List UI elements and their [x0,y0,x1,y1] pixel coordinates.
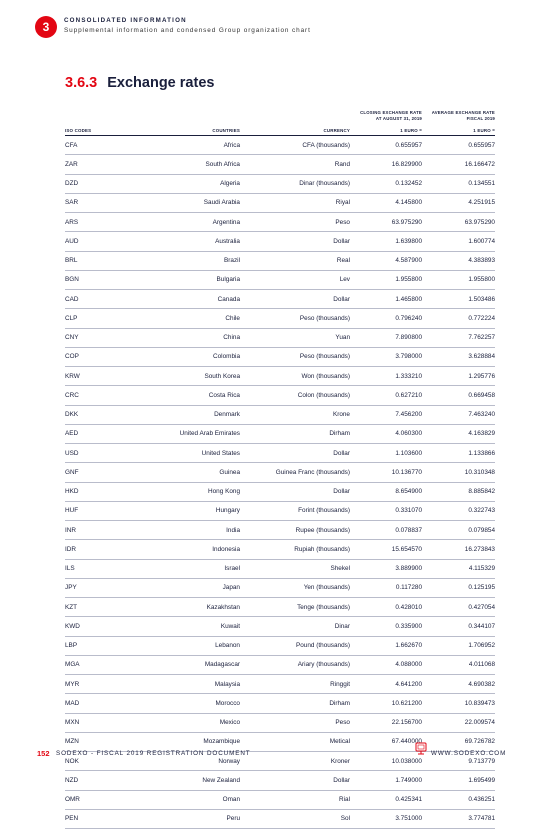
average-rate-cell: 7.762257 [468,334,495,342]
average-rate-cell: 4.251915 [468,199,495,207]
average-rate-cell: 69.726782 [464,738,495,746]
average-rate-line-2: FISCAL 2019 [466,116,495,122]
closing-rate-cell: 16.829900 [391,160,422,168]
closing-rate-cell: 67.440000 [391,738,422,746]
table-row [65,771,495,790]
currency-cell: Rand [334,160,350,168]
table-row [65,791,495,810]
country-cell: Japan [222,584,240,592]
average-rate-cell: 4.383893 [468,257,495,265]
closing-rate-cell: 4.641200 [395,680,422,688]
currency-cell: Dinar (thousands) [299,180,350,188]
iso-code-cell: IDR [65,545,77,553]
section-number: 3.6.3 [65,75,98,91]
header-countries: COUNTRIES [212,127,240,133]
country-cell: Kuwait [220,622,240,630]
currency-cell: Won (thousands) [301,372,350,380]
country-cell: Hungary [215,507,240,515]
closing-rate-line-1: CLOSING EXCHANGE RATE [360,110,422,115]
currency-cell: Tenge (thousands) [297,603,350,611]
iso-code-cell: CAD [65,295,79,303]
average-rate-cell: 8.885842 [468,488,495,496]
table-row [65,810,495,829]
table-row [65,232,495,251]
closing-rate-cell: 3.751000 [395,815,422,823]
closing-rate-cell: 1.465800 [395,295,422,303]
average-rate-cell: 4.011068 [468,661,495,669]
iso-code-cell: AED [65,430,79,438]
closing-rate-cell: 1.639800 [395,237,422,245]
currency-cell: Dirham [329,699,350,707]
country-cell: United States [201,449,240,457]
currency-cell: Rupee (thousands) [295,526,350,534]
table-row [65,329,495,348]
iso-code-cell: NZD [65,776,79,784]
country-cell: South Africa [205,160,240,168]
table-row [65,367,495,386]
country-cell: Canada [217,295,240,303]
country-cell: Norway [218,757,240,765]
currency-cell: Dollar [333,295,350,303]
table-row [65,483,495,502]
country-cell: Israel [224,565,240,573]
iso-code-cell: AUD [65,237,79,245]
table-row [65,290,495,309]
table-row [65,155,495,174]
iso-code-cell: JPY [65,584,77,592]
table-row [65,637,495,656]
average-rate-line-1: AVERAGE EXCHANGE RATE [431,110,495,115]
table-row [65,406,495,425]
currency-cell: Ariary (thousands) [297,661,350,669]
average-rate-cell: 1.503486 [468,295,495,303]
table-header-row [65,125,495,136]
country-cell: Malaysia [214,680,240,688]
average-rate-cell: 1.695499 [468,776,495,784]
iso-code-cell: KRW [65,372,80,380]
iso-code-cell: ILS [65,565,75,573]
header-closing-rate: 1 EURO = [400,127,422,133]
country-cell: United Arab Emirates [179,430,240,438]
currency-cell: Peso (thousands) [299,353,350,361]
exchange-rates-table [65,125,495,829]
closing-rate-cell: 8.654900 [395,488,422,496]
average-rate-cell: 4.115329 [468,565,495,573]
average-rate-cell: 4.690382 [468,680,495,688]
closing-rate-cell: 1.662670 [395,642,422,650]
closing-rate-cell: 0.331070 [395,507,422,515]
table-row [65,175,495,194]
closing-rate-cell: 0.627210 [395,391,422,399]
currency-cell: Peso [335,218,350,226]
currency-cell: CFA (thousands) [302,141,350,149]
currency-cell: Real [336,257,350,265]
average-rate-cell: 1.295776 [468,372,495,380]
currency-cell: Peso (thousands) [299,314,350,322]
average-rate-cell: 63.975290 [464,218,495,226]
header-currency: CURRENCY [323,127,350,133]
iso-code-cell: CNY [65,334,79,342]
average-rate-cell: 22.009574 [464,719,495,727]
country-cell: Bulgaria [216,276,240,284]
closing-rate-cell: 1.333210 [395,372,422,380]
country-cell: Oman [222,796,240,804]
table-row [65,540,495,559]
closing-rate-cell: 1.955800 [395,276,422,284]
table-row [65,656,495,675]
closing-rate-cell: 22.156700 [391,719,422,727]
table-row [65,136,495,155]
average-rate-cell: 0.772224 [468,314,495,322]
currency-cell: Riyal [335,199,350,207]
closing-rate-cell: 3.798000 [395,353,422,361]
country-cell: Madagascar [204,661,240,669]
chapter-title: CONSOLIDATED INFORMATION [64,17,187,24]
average-rate-cell: 3.774781 [468,815,495,823]
closing-rate-cell: 4.060300 [395,430,422,438]
average-rate-cell: 1.600774 [468,237,495,245]
currency-cell: Dirham [329,430,350,438]
iso-code-cell: MYR [65,680,80,688]
closing-rate-cell: 7.456200 [395,411,422,419]
average-rate-cell: 7.463240 [468,411,495,419]
country-cell: Lebanon [215,642,240,650]
iso-code-cell: HKD [65,488,79,496]
header-iso-codes: ISO CODES [65,127,92,133]
currency-cell: Rupiah (thousands) [294,545,350,553]
iso-code-cell: MZN [65,738,79,746]
country-cell: Brazil [224,257,240,265]
closing-rate-cell: 0.132452 [395,180,422,188]
average-rate-cell: 4.163829 [468,430,495,438]
closing-rate-cell: 0.425341 [395,796,422,804]
currency-cell: Guinea Franc (thousands) [275,468,350,476]
country-cell: India [226,526,240,534]
closing-rate-cell: 10.136770 [391,468,422,476]
country-cell: Chile [225,314,240,322]
iso-code-cell: USD [65,449,79,457]
country-cell: Colombia [213,353,240,361]
closing-rate-cell: 0.078837 [395,526,422,534]
table-row [65,617,495,636]
currency-cell: Shekel [330,565,350,573]
table-row [65,252,495,271]
closing-rate-cell: 7.890800 [395,334,422,342]
iso-code-cell: HUF [65,507,79,515]
country-cell: Morocco [215,699,240,707]
average-rate-cell: 0.344107 [468,622,495,630]
table-row [65,444,495,463]
average-rate-cell: 1.955800 [468,276,495,284]
table-row [65,271,495,290]
iso-code-cell: BGN [65,276,79,284]
currency-cell: Dinar [334,622,350,630]
iso-code-cell: PEN [65,815,79,823]
table-row [65,579,495,598]
average-rate-cell: 0.669458 [468,391,495,399]
average-rate-cell: 1.706952 [468,642,495,650]
table-row [65,502,495,521]
iso-code-cell: NOK [65,757,79,765]
closing-rate-cell: 15.654570 [391,545,422,553]
footer-document-title: SODEXO - FISCAL 2019 REGISTRATION DOCUMENT [56,750,251,757]
country-cell: Mozambique [203,738,240,746]
closing-rate-cell: 3.889900 [395,565,422,573]
country-cell: Argentina [212,218,240,226]
average-rate-cell: 10.839473 [464,699,495,707]
country-cell: New Zealand [202,776,240,784]
footer-website-link[interactable]: WWW.SODEXO.COM [431,750,507,757]
country-cell: South Korea [204,372,240,380]
iso-code-cell: SAR [65,199,79,207]
country-cell: Guinea [219,468,240,476]
closing-rate-cell: 0.796240 [395,314,422,322]
table-row [65,521,495,540]
average-rate-cell: 0.079854 [468,526,495,534]
closing-rate-cell: 4.145800 [395,199,422,207]
currency-cell: Dollar [333,237,350,245]
iso-code-cell: INR [65,526,77,534]
currency-cell: Lev [339,276,350,284]
closing-rate-cell: 4.088000 [395,661,422,669]
average-rate-cell: 16.166472 [464,160,495,168]
chapter-badge: 3 [35,16,57,38]
table-row [65,194,495,213]
country-cell: Hong Kong [208,488,240,496]
currency-cell: Sol [340,815,350,823]
average-rate-cell: 0.134551 [468,180,495,188]
table-row [65,348,495,367]
table-row [65,425,495,444]
closing-rate-cell: 0.655957 [395,141,422,149]
iso-code-cell: DZD [65,180,79,188]
country-cell: Kazakhstan [206,603,240,611]
closing-rate-cell: 10.621200 [391,699,422,707]
table-row [65,309,495,328]
currency-cell: Dollar [333,488,350,496]
country-cell: China [223,334,240,342]
average-rate-cell: 9.713779 [468,757,495,765]
table-body [65,136,495,829]
iso-code-cell: ARS [65,218,79,226]
iso-code-cell: ZAR [65,160,78,168]
average-rate-cell: 1.133866 [468,449,495,457]
iso-code-cell: MAD [65,699,80,707]
average-rate-cell: 16.273843 [464,545,495,553]
iso-code-cell: BRL [65,257,78,265]
currency-cell: Forint (thousands) [298,507,350,515]
currency-cell: Pound (thousands) [295,642,350,650]
country-cell: Costa Rica [208,391,240,399]
table-row [65,675,495,694]
page-number: 152 [37,749,50,758]
currency-cell: Yen (thousands) [303,584,350,592]
currency-cell: Colon (thousands) [297,391,350,399]
closing-rate-line-2: AT AUGUST 31, 2019 [375,116,422,122]
average-rate-group-header [422,110,495,123]
currency-cell: Kroner [330,757,350,765]
iso-code-cell: CLP [65,314,78,322]
iso-code-cell: MXN [65,719,80,727]
country-cell: Saudi Arabia [203,199,240,207]
average-rate-cell: 0.655957 [468,141,495,149]
table-row [65,463,495,482]
section-title-text: Exchange rates [107,75,215,91]
currency-cell: Ringgit [330,680,350,688]
closing-rate-group-header [350,110,422,123]
iso-code-cell: MGA [65,661,80,669]
currency-cell: Dollar [333,449,350,457]
iso-code-cell: DKK [65,411,79,419]
country-cell: Mexico [219,719,240,727]
country-cell: Africa [223,141,240,149]
currency-cell: Yuan [335,334,350,342]
section-title [65,75,214,91]
closing-rate-cell: 63.975290 [391,218,422,226]
closing-rate-cell: 0.428010 [395,603,422,611]
average-rate-cell: 0.427054 [468,603,495,611]
iso-code-cell: GNF [65,468,79,476]
monitor-icon [415,742,427,756]
closing-rate-cell: 1.749000 [395,776,422,784]
iso-code-cell: KZT [65,603,78,611]
table-row [65,598,495,617]
closing-rate-cell: 1.103600 [395,449,422,457]
average-rate-cell: 0.125195 [468,584,495,592]
average-rate-cell: 0.322743 [468,507,495,515]
chapter-subtitle: Supplemental information and condensed Group organization chart [64,27,311,34]
country-cell: Denmark [214,411,240,419]
country-cell: Peru [226,815,240,823]
currency-cell: Peso [335,719,350,727]
currency-cell: Rial [338,796,350,804]
closing-rate-cell: 0.117280 [395,584,422,592]
country-cell: Algeria [220,180,240,188]
closing-rate-cell: 4.587900 [395,257,422,265]
table-row [65,213,495,232]
closing-rate-cell: 0.335900 [395,622,422,630]
closing-rate-cell: 10.038000 [391,757,422,765]
average-rate-cell: 3.628884 [468,353,495,361]
iso-code-cell: CRC [65,391,79,399]
header-average-rate: 1 EURO = [473,127,495,133]
iso-code-cell: CFA [65,141,78,149]
table-row [65,694,495,713]
currency-cell: Dollar [333,776,350,784]
iso-code-cell: LBP [65,642,78,650]
table-row [65,560,495,579]
currency-cell: Metical [329,738,350,746]
average-rate-cell: 0.436251 [468,796,495,804]
iso-code-cell: OMR [65,796,80,804]
country-cell: Indonesia [212,545,240,553]
iso-code-cell: COP [65,353,79,361]
average-rate-cell: 10.310348 [464,468,495,476]
table-row [65,386,495,405]
currency-cell: Krone [332,411,350,419]
iso-code-cell: KWD [65,622,80,630]
country-cell: Australia [215,237,240,245]
table-row [65,714,495,733]
